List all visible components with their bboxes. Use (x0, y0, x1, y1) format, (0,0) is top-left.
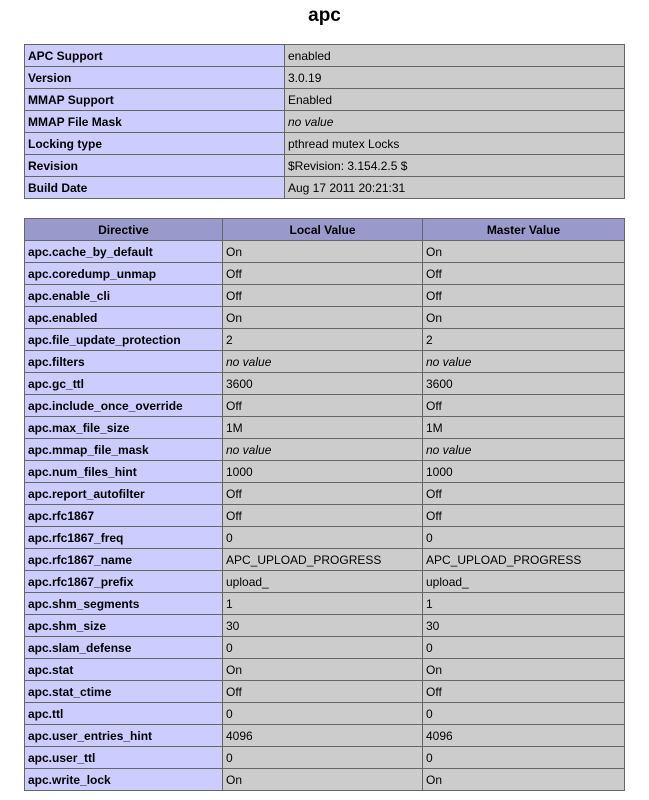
directive-local-value: Off (223, 263, 423, 285)
directive-local-value: APC_UPLOAD_PROGRESS (223, 549, 423, 571)
info-value: Enabled (285, 89, 625, 111)
info-row (25, 45, 625, 67)
header-local-value: Local Value (223, 219, 423, 241)
directive-local-value (223, 351, 423, 373)
directive-master-value: 3600 (423, 373, 625, 395)
page-title: apc (308, 5, 341, 26)
directive-local-value: On (223, 769, 423, 791)
directive-local-value: On (223, 659, 423, 681)
directive-name: apc.mmap_file_mask (25, 439, 223, 461)
directive-local-value: 2 (223, 329, 423, 351)
directive-local-value: Off (223, 505, 423, 527)
directive-master-value: Off (423, 285, 625, 307)
directive-master-value: 4096 (423, 725, 625, 747)
info-value: enabled (285, 45, 625, 67)
info-value-text: no value (288, 114, 334, 129)
info-row (25, 111, 625, 133)
info-row (25, 67, 625, 89)
directive-master-value: 30 (423, 615, 625, 637)
info-value: pthread mutex Locks (285, 133, 625, 155)
info-row (25, 89, 625, 111)
directive-row (25, 351, 625, 373)
info-value: $Revision: 3.154.2.5 $ (285, 155, 625, 177)
header-directive: Directive (25, 219, 223, 241)
directive-local-value: On (223, 307, 423, 329)
directive-local-value: 30 (223, 615, 423, 637)
info-value: 3.0.19 (285, 67, 625, 89)
directive-master-value: Off (423, 395, 625, 417)
info-label: APC Support (25, 45, 285, 67)
directive-name: apc.stat (25, 659, 223, 681)
directive-row (25, 703, 625, 725)
directive-name: apc.user_entries_hint (25, 725, 223, 747)
directive-local-value: 1000 (223, 461, 423, 483)
directive-master-value: Off (423, 681, 625, 703)
directive-name: apc.user_ttl (25, 747, 223, 769)
directive-row (25, 373, 625, 395)
directive-master-value: 0 (423, 527, 625, 549)
directive-local-value (223, 439, 423, 461)
directive-local-value: Off (223, 681, 423, 703)
info-label: MMAP File Mask (25, 111, 285, 133)
directive-local-value: 1M (223, 417, 423, 439)
directive-row (25, 285, 625, 307)
directive-name: apc.coredump_unmap (25, 263, 223, 285)
directive-row (25, 263, 625, 285)
directive-name: apc.stat_ctime (25, 681, 223, 703)
directive-row (25, 395, 625, 417)
directive-name: apc.rfc1867_name (25, 549, 223, 571)
info-label: Build Date (25, 177, 285, 199)
directive-local-value-text: no value (226, 354, 272, 369)
directive-name: apc.shm_size (25, 615, 223, 637)
apc-info-table (24, 44, 625, 199)
directive-name: apc.ttl (25, 703, 223, 725)
directive-local-value: On (223, 241, 423, 263)
header-master-value: Master Value (423, 219, 625, 241)
directive-master-value: Off (423, 483, 625, 505)
info-row (25, 133, 625, 155)
directive-row (25, 527, 625, 549)
directive-row (25, 461, 625, 483)
directive-name: apc.enabled (25, 307, 223, 329)
directive-master-value: On (423, 307, 625, 329)
directive-local-value: 0 (223, 703, 423, 725)
info-row (25, 155, 625, 177)
directive-local-value: 3600 (223, 373, 423, 395)
directive-name: apc.rfc1867_prefix (25, 571, 223, 593)
directive-master-value-text: no value (426, 354, 472, 369)
directive-master-value (423, 439, 625, 461)
directive-row (25, 505, 625, 527)
directive-master-value: 1000 (423, 461, 625, 483)
directive-row (25, 681, 625, 703)
directive-local-value: 0 (223, 527, 423, 549)
directive-name: apc.rfc1867_freq (25, 527, 223, 549)
directive-row (25, 439, 625, 461)
directive-row (25, 725, 625, 747)
directive-name: apc.slam_defense (25, 637, 223, 659)
directive-name: apc.shm_segments (25, 593, 223, 615)
directive-name: apc.filters (25, 351, 223, 373)
apc-directive-table (24, 218, 625, 791)
directive-master-value: 1M (423, 417, 625, 439)
directive-row (25, 637, 625, 659)
directive-local-value: 0 (223, 747, 423, 769)
directive-row (25, 417, 625, 439)
directive-master-value: 0 (423, 703, 625, 725)
directive-name: apc.write_lock (25, 769, 223, 791)
directive-row (25, 329, 625, 351)
directive-name: apc.file_update_protection (25, 329, 223, 351)
directive-local-value: Off (223, 285, 423, 307)
info-label: MMAP Support (25, 89, 285, 111)
info-label: Version (25, 67, 285, 89)
directive-row (25, 659, 625, 681)
directive-master-value: Off (423, 505, 625, 527)
directive-row (25, 307, 625, 329)
directive-master-value: 1 (423, 593, 625, 615)
directive-master-value: On (423, 659, 625, 681)
directive-row (25, 593, 625, 615)
directive-name: apc.gc_ttl (25, 373, 223, 395)
directive-local-value: 4096 (223, 725, 423, 747)
directive-row (25, 615, 625, 637)
directive-local-value: Off (223, 395, 423, 417)
info-value (285, 111, 625, 133)
directive-row (25, 241, 625, 263)
directive-row (25, 571, 625, 593)
directive-local-value: 0 (223, 637, 423, 659)
directive-row (25, 549, 625, 571)
info-row (25, 177, 625, 199)
directive-master-value: On (423, 241, 625, 263)
directive-name: apc.include_once_override (25, 395, 223, 417)
directive-header-row (25, 219, 625, 241)
directive-name: apc.cache_by_default (25, 241, 223, 263)
directive-master-value: Off (423, 263, 625, 285)
directive-name: apc.rfc1867 (25, 505, 223, 527)
directive-master-value: On (423, 769, 625, 791)
directive-local-value: Off (223, 483, 423, 505)
directive-name: apc.enable_cli (25, 285, 223, 307)
info-label: Revision (25, 155, 285, 177)
directive-row (25, 769, 625, 791)
directive-master-value-text: no value (426, 442, 472, 457)
info-label: Locking type (25, 133, 285, 155)
info-value: Aug 17 2011 20:21:31 (285, 177, 625, 199)
directive-master-value: 2 (423, 329, 625, 351)
directive-master-value: APC_UPLOAD_PROGRESS (423, 549, 625, 571)
directive-name: apc.num_files_hint (25, 461, 223, 483)
directive-local-value-text: no value (226, 442, 272, 457)
directive-local-value: upload_ (223, 571, 423, 593)
directive-row (25, 747, 625, 769)
directive-master-value: upload_ (423, 571, 625, 593)
directive-name: apc.max_file_size (25, 417, 223, 439)
directive-master-value: 0 (423, 747, 625, 769)
directive-name: apc.report_autofilter (25, 483, 223, 505)
directive-local-value: 1 (223, 593, 423, 615)
directive-master-value: 0 (423, 637, 625, 659)
directive-row (25, 483, 625, 505)
directive-master-value (423, 351, 625, 373)
